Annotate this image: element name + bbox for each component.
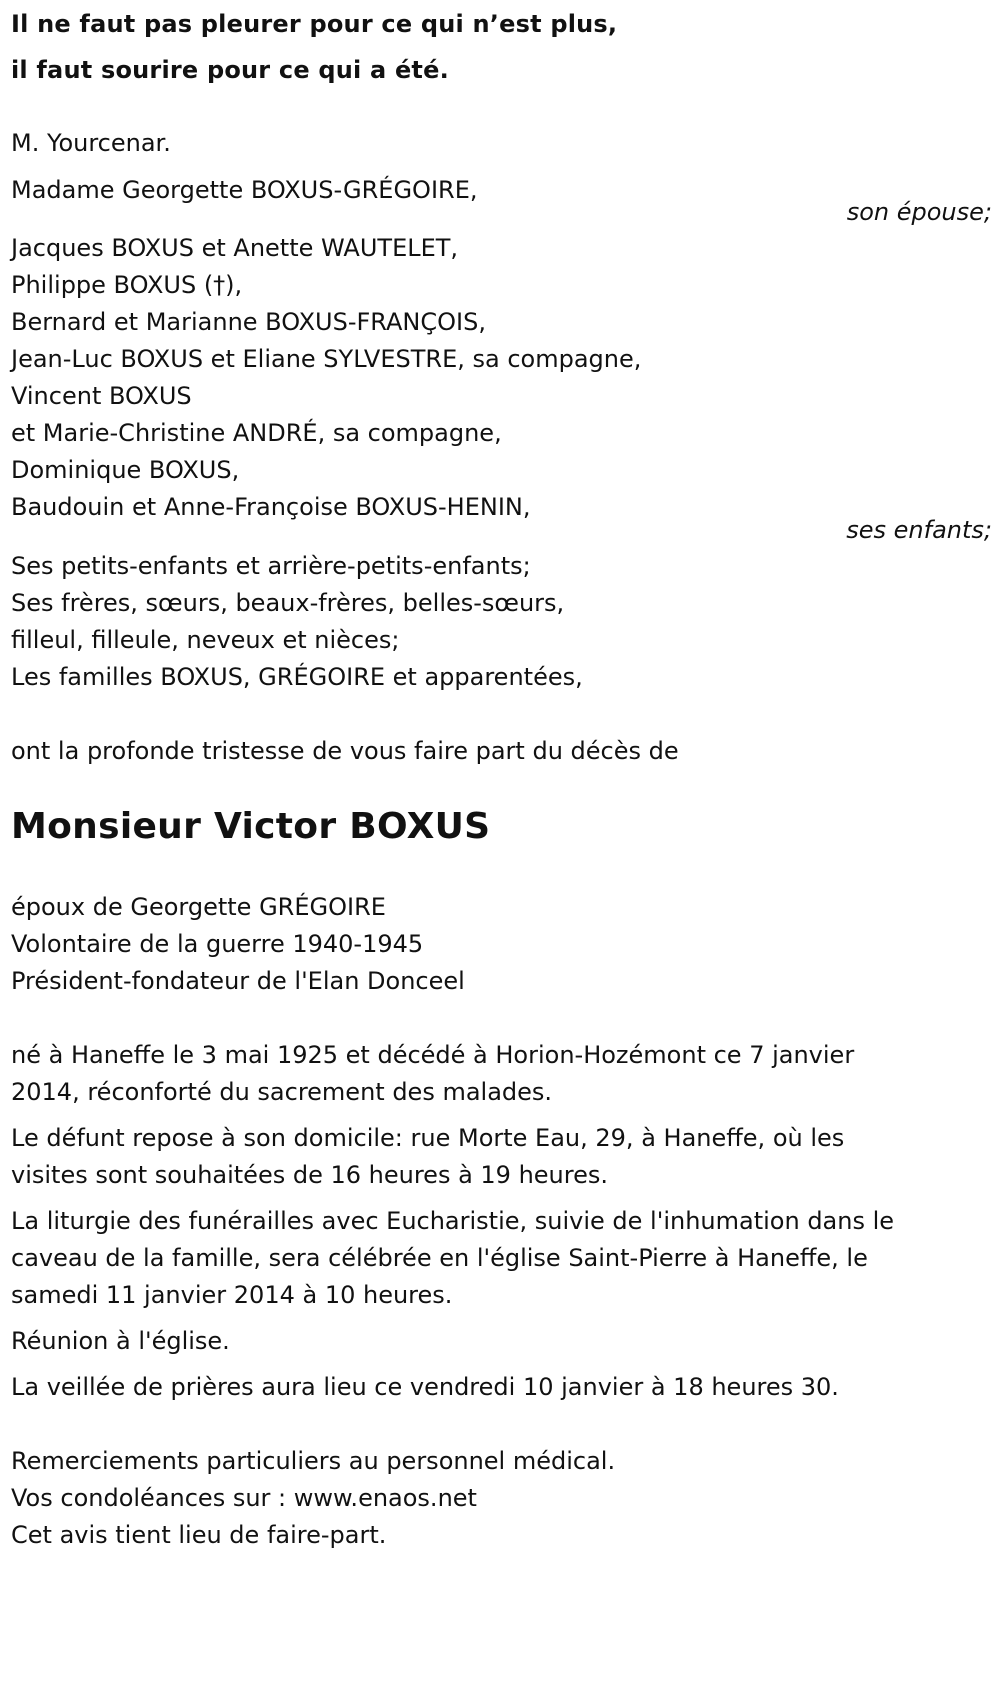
paragraph-line: Réunion à l'église. [11,1327,230,1355]
family-line: Ses frères, sœurs, beaux-frères, belles-sœurs, [11,589,565,617]
spouse-name: Madame Georgette BOXUS-GRÉGOIRE, [11,176,478,204]
closing-line: Cet avis tient lieu de faire-part. [11,1521,387,1549]
paragraph-line: Le défunt repose à son domicile: rue Morte Eau, 29, à Haneffe, où les [11,1124,845,1152]
quote-line-2: il faut sourire pour ce qui a été. [11,56,449,84]
child-line: Baudouin et Anne-Françoise BOXUS-HENIN, [11,493,531,521]
paragraph-line: 2014, réconforté du sacrement des malades. [11,1078,553,1106]
paragraph-line: caveau de la famille, sera célébrée en l'église Saint-Pierre à Haneffe, le [11,1244,868,1272]
deceased-detail: époux de Georgette GRÉGOIRE [11,893,386,921]
child-line: Bernard et Marianne BOXUS-FRANÇOIS, [11,308,486,336]
child-line: Jean-Luc BOXUS et Eliane SYLVESTRE, sa compagne, [11,345,642,373]
family-line: Ses petits-enfants et arrière-petits-enfants; [11,552,531,580]
deceased-detail: Président-fondateur de l'Elan Donceel [11,967,465,995]
children-relation: ses enfants; [846,516,992,544]
child-line: Vincent BOXUS [11,382,192,410]
family-line: filleul, filleule, neveux et nièces; [11,626,400,654]
paragraph-line: La liturgie des funérailles avec Eucharistie, suivie de l'inhumation dans le [11,1207,895,1235]
announcement-text: ont la profonde tristesse de vous faire part du décès de [11,737,679,765]
deceased-detail: Volontaire de la guerre 1940-1945 [11,930,424,958]
family-line: Les familles BOXUS, GRÉGOIRE et apparentées, [11,663,583,691]
paragraph-line: samedi 11 janvier 2014 à 10 heures. [11,1281,453,1309]
closing-line: Vos condoléances sur : www.enaos.net [11,1484,477,1512]
closing-line: Remerciements particuliers au personnel médical. [11,1447,616,1475]
paragraph-line: visites sont souhaitées de 16 heures à 19 heures. [11,1161,608,1189]
quote-line-1: Il ne faut pas pleurer pour ce qui n’est plus, [11,10,618,38]
child-line: Jacques BOXUS et Anette WAUTELET, [11,234,459,262]
child-line: Dominique BOXUS, [11,456,240,484]
quote-author: M. Yourcenar. [11,129,171,157]
deceased-name: Monsieur Victor BOXUS [11,806,491,847]
child-line: et Marie-Christine ANDRÉ, sa compagne, [11,419,502,447]
spouse-relation: son épouse; [846,198,992,226]
paragraph-line: né à Haneffe le 3 mai 1925 et décédé à Horion-Hozémont ce 7 janvier [11,1041,855,1069]
paragraph-line: La veillée de prières aura lieu ce vendredi 10 janvier à 18 heures 30. [11,1373,839,1401]
child-line: Philippe BOXUS (†), [11,271,243,299]
